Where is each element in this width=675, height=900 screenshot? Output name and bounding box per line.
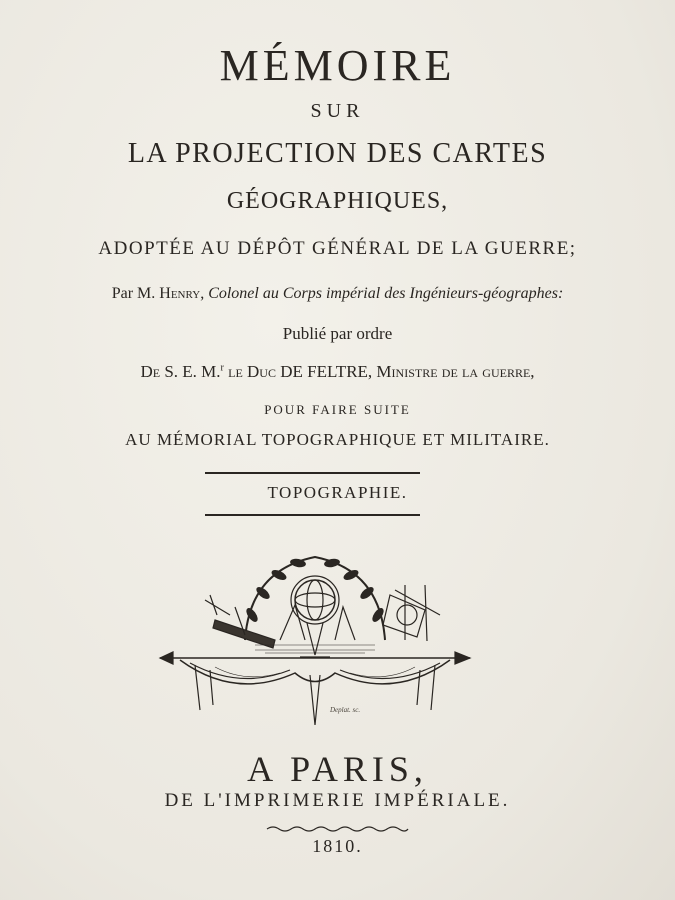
minister-feltre: DE FELTRE, — [280, 362, 373, 381]
main-title: MÉMOIRE — [219, 41, 456, 90]
pour-faire-suite: POUR FAIRE SUITE — [264, 402, 411, 417]
author-title: Colonel au Corps impérial des Ingénieurs-géographes: — [208, 285, 564, 302]
subtitle-sur: SUR — [310, 100, 365, 122]
imprint-printer: DE L'IMPRIMERIE IMPÉRIALE. — [164, 790, 511, 811]
section-rule-bottom — [205, 514, 420, 516]
wavy-ornament — [265, 825, 410, 833]
author-line: Par M. Henry, Colonel au Corps impérial des Ingénieurs-géographes: — [111, 285, 564, 302]
subtitle-line-1: LA PROJECTION DES CARTES — [127, 138, 548, 169]
engraver-signature: Deplat. sc. — [330, 706, 361, 714]
minister-sup: r — [220, 362, 224, 374]
imprint-year: 1810. — [312, 836, 363, 856]
subtitle-line-3: ADOPTÉE AU DÉPÔT GÉNÉRAL DE LA GUERRE; — [98, 238, 577, 259]
author-prefix: Par M. — [111, 285, 156, 302]
minister-le-duc: le Duc — [228, 362, 276, 381]
subtitle-line-2: GÉOGRAPHIQUES, — [226, 188, 449, 214]
imprint-city: A PARIS, — [247, 749, 428, 789]
vignette-engraving — [155, 545, 475, 730]
minister-line — [0, 362, 675, 382]
author-name: Henry — [159, 285, 201, 302]
section-title: TOPOGRAPHIE. — [267, 483, 408, 502]
memorial-line: AU MÉMORIAL TOPOGRAPHIQUE ET MILITAIRE. — [125, 430, 550, 449]
published-by-order: Publié par ordre — [282, 324, 393, 343]
section-rule-top — [205, 472, 420, 474]
minister-de: De S. E. M. — [140, 362, 221, 381]
minister-title: Ministre de la guerre, — [376, 362, 535, 381]
